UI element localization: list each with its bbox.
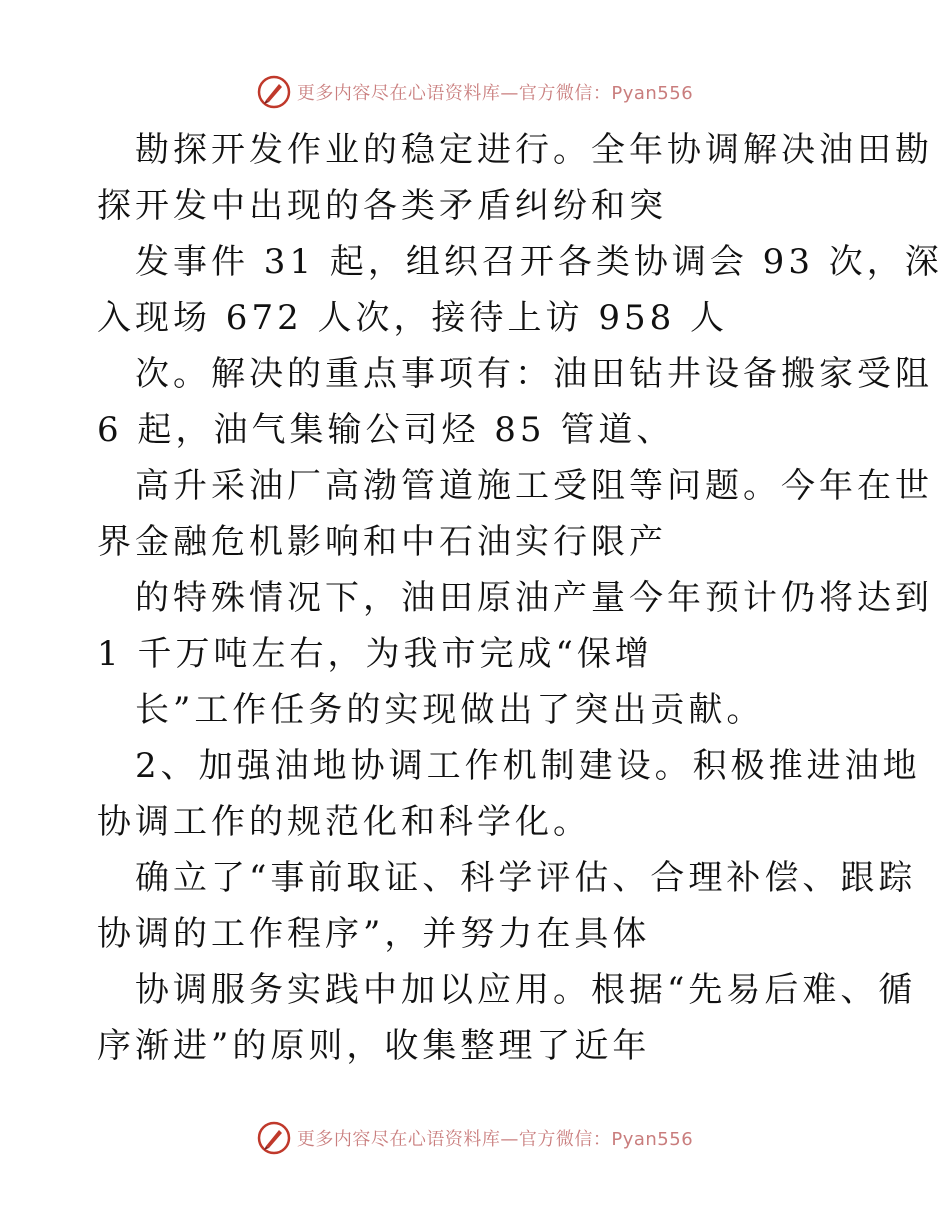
paragraph xyxy=(97,234,943,346)
feather-pen-icon xyxy=(257,75,291,109)
paragraph-line: 序渐进”的原则，收集整理了近年 xyxy=(97,1026,651,1066)
paragraph-line: 探开发中出现的各类矛盾纠纷和突 xyxy=(97,186,667,226)
paragraph-line: 高升采油厂高渤管道施工受阻等问题。今年在世 xyxy=(135,466,933,506)
footer-banner xyxy=(0,1118,950,1158)
banner-text: 更多内容尽在心语资料库—官方微信：Pyan556 xyxy=(296,83,694,104)
paragraph xyxy=(97,346,933,458)
paragraph xyxy=(97,570,933,682)
paragraph xyxy=(97,850,917,962)
paragraph-line: 确立了“事前取证、科学评估、合理补偿、跟踪 xyxy=(135,858,917,898)
paragraph-line: 发事件 31 起，组织召开各类协调会 93 次，深 xyxy=(135,242,943,282)
document-body xyxy=(97,122,943,1074)
paragraph-line: 的特殊情况下，油田原油产量今年预计仍将达到 xyxy=(135,578,933,618)
paragraph-line: 次。解决的重点事项有：油田钻井设备搬家受阻 xyxy=(135,354,933,394)
paragraph-line: 入现场 672 人次，接待上访 958 人 xyxy=(97,298,729,338)
paragraph-line: 长”工作任务的实现做出了突出贡献。 xyxy=(135,690,765,730)
paragraph xyxy=(97,682,857,738)
paragraph-line: 2、加强油地协调工作机制建设。积极推进油地 xyxy=(135,746,921,786)
paragraph-line: 界金融危机影响和中石油实行限产 xyxy=(97,522,667,562)
paragraph xyxy=(97,122,933,234)
paragraph xyxy=(97,738,921,850)
paragraph-line: 勘探开发作业的稳定进行。全年协调解决油田勘 xyxy=(135,130,933,170)
paragraph-line: 协调工作的规范化和科学化。 xyxy=(97,802,591,842)
banner-text: 更多内容尽在心语资料库—官方微信：Pyan556 xyxy=(296,1129,694,1150)
paragraph-line: 协调的工作程序”，并努力在具体 xyxy=(97,914,651,954)
paragraph xyxy=(97,962,917,1074)
header-banner xyxy=(0,72,950,112)
paragraph xyxy=(97,458,933,570)
paragraph-line: 协调服务实践中加以应用。根据“先易后难、循 xyxy=(135,970,917,1010)
paragraph-line: 1 千万吨左右，为我市完成“保增 xyxy=(97,634,653,674)
feather-pen-icon xyxy=(257,1121,291,1155)
paragraph-line: 6 起，油气集输公司烃 85 管道、 xyxy=(97,410,675,450)
